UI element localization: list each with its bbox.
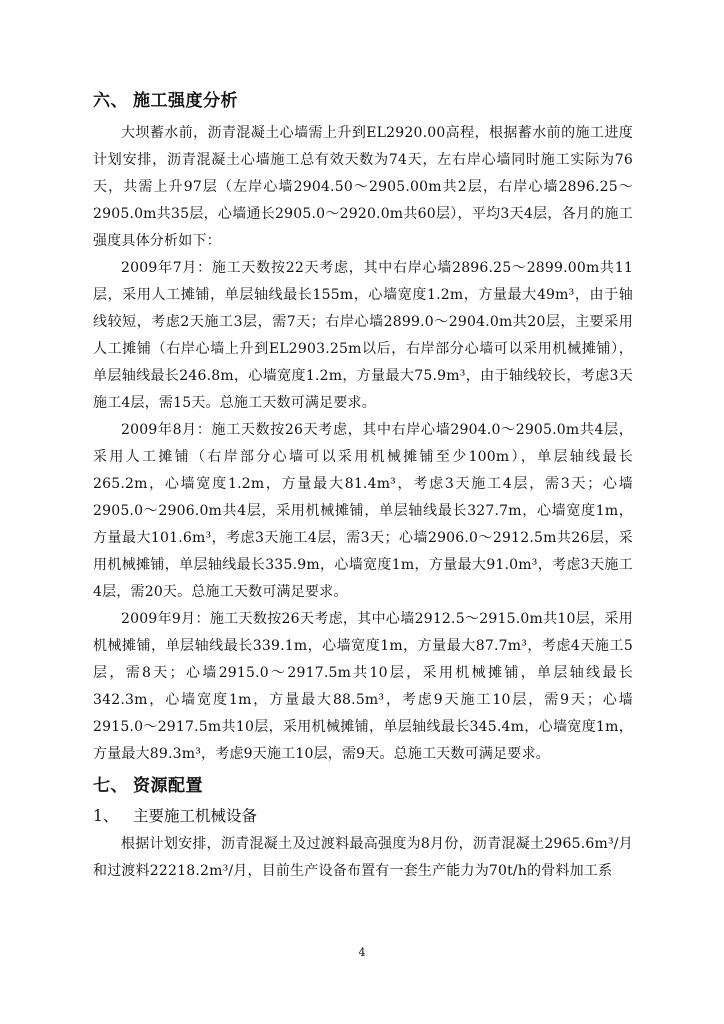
section-6-title: 施工强度分析 — [133, 91, 238, 111]
july-paragraph: 2009年7月：施工天数按22天考虑，其中右岸心墙2896.25～2899.00m共11层，采用人工摊铺，单层轴线最长155m，心墙宽度1.2m，方量最大49m³，由于轴线较短，考虑2天施工3层，需7天；右岸心墙2899.0～2904.0m共20层，主要采用人工摊铺（右岸心墙上升到EL2903.25m以后，右岸部分心墙可以采用机械摊铺），单层轴线最长246.8m，心墙宽度1.2m，方量最大75.9m³，由于轴线较长，考虑3天施工4层，需15天。总施工天数可满足要求。 — [93, 260, 633, 411]
subsection-1-title: 主要施工机械设备 — [133, 807, 258, 825]
subsection-1-heading — [93, 801, 633, 831]
page-number: 4 — [358, 946, 366, 959]
subsection-1-number: 1、 — [93, 807, 119, 825]
subsection-1-paragraph: 根据计划安排，沥青混凝土及过渡料最高强度为8月份，沥青混凝土2965.6m³/月和过渡料22218.2m³/月，目前生产设备布置有一套生产能力为70t/h的骨料加工系 — [93, 836, 633, 879]
document-page — [93, 86, 633, 885]
section-6-intro-paragraph: 大坝蓄水前，沥青混凝土心墙需上升到EL2920.00高程，根据蓄水前的施工进度计划安排，沥青混凝土心墙施工总有效天数为74天，左右岸心墙同时施工实际为76天，共需上升97层（左岸心墙2904.50～2905.00m共2层，右岸心墙2896.25～2905.0m共35层，心墙通长2905.0～2920.0m共60层），平均3天4层，各月的施工强度具体分析如下： — [93, 125, 633, 249]
section-6-number: 六、 — [93, 91, 128, 111]
section-6-heading — [93, 86, 633, 116]
august-paragraph: 2009年8月：施工天数按26天考虑，其中右岸心墙2904.0～2905.0m共4层，采用人工摊铺（右岸部分心墙可以采用机械摊铺至少100m），单层轴线最长265.2m，心墙宽度1.2m，方量最大81.4m³，考虑3天施工4层，需3天；心墙2905.0～2906.0m共4层，采用机械摊铺，单层轴线最长327.7m，心墙宽度1m，方量最大101.6m³，考虑3天施工4层，需3天；心墙2906.0～2912.5m共26层，采用机械摊铺，单层轴线最长335.9m，心墙宽度1m，方量最大91.0m³，考虑3天施工4层，需20天。总施工天数可满足要求。 — [93, 422, 633, 600]
section-7-title: 资源配置 — [133, 776, 203, 796]
section-7-number: 七、 — [93, 776, 128, 796]
september-paragraph: 2009年9月：施工天数按26天考虑，其中心墙2912.5～2915.0m共10层，采用机械摊铺，单层轴线最长339.1m，心墙宽度1m，方量最大87.7m³，考虑4天施工5层，需8天；心墙2915.0～2917.5m共10层，采用机械摊铺，单层轴线最长342.3m，心墙宽度1m，方量最大88.5m³，考虑9天施工10层，需9天；心墙2915.0～2917.5m共10层，采用机械摊铺，单层轴线最长345.4m，心墙宽度1m，方量最大89.3m³，考虑9天施工10层，需9天。总施工天数可满足要求。 — [93, 611, 633, 762]
section-7-heading — [93, 771, 633, 801]
